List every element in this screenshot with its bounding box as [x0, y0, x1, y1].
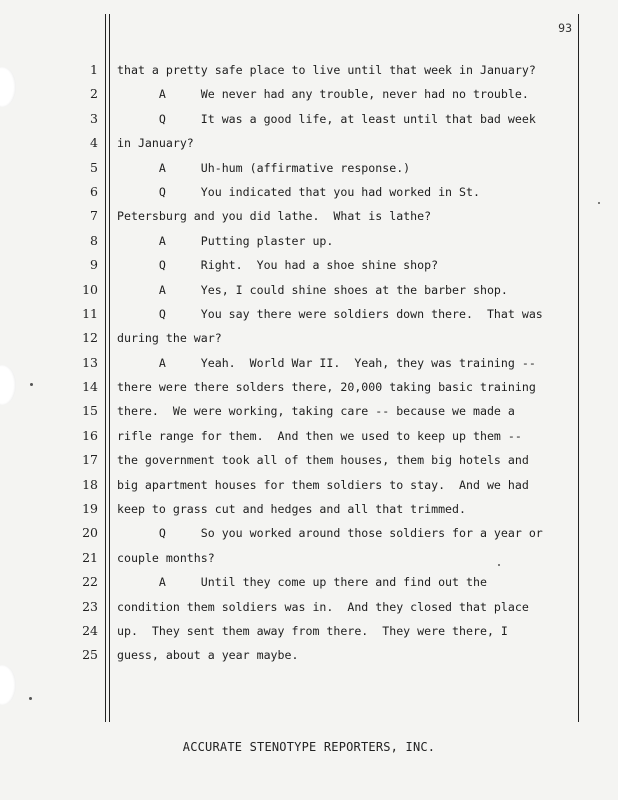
line-number: 21: [82, 549, 98, 565]
transcript-line: Q It was a good life, at least until that bad week: [117, 111, 536, 126]
scan-speck: [30, 383, 33, 386]
transcript-line: Q Right. You had a shoe shine shop?: [117, 258, 439, 273]
transcript-line: A Yeah. World War II. Yeah, they was training --: [117, 355, 536, 370]
binder-hole-bottom: [0, 665, 16, 705]
line-number-column: [62, 58, 98, 668]
transcript-line: Petersburg and you did lathe. What is lathe?: [117, 209, 432, 224]
line-number: 13: [82, 354, 98, 370]
transcript-line: the government took all of them houses, them big hotels and: [117, 453, 529, 468]
line-number: 15: [82, 403, 98, 419]
line-number: 4: [90, 135, 98, 151]
scan-speck: [498, 564, 500, 566]
transcript-line: Q You say there were soldiers down there. That was: [117, 306, 543, 321]
transcript-line: in January?: [117, 136, 194, 151]
transcript-text: [117, 58, 572, 668]
line-number: 23: [82, 598, 98, 614]
line-number: 14: [82, 379, 98, 395]
line-number: 1: [90, 62, 98, 77]
transcript-line: keep to grass cut and hedges and all that trimmed.: [117, 502, 467, 517]
line-number: 11: [82, 305, 98, 321]
transcript-line: condition them soldiers was in. And they closed that place: [117, 599, 529, 614]
line-number: 20: [82, 525, 98, 541]
line-number: 24: [82, 622, 98, 638]
line-number: 9: [90, 257, 98, 273]
transcript-line: Q You indicated that you had worked in St.: [117, 184, 480, 199]
transcript-line: A We never had any trouble, never had no trouble.: [117, 87, 529, 102]
page-number: 93: [558, 21, 572, 35]
line-number: 2: [90, 86, 98, 102]
line-number: 22: [82, 574, 98, 590]
transcript-line: that a pretty safe place to live until that week in January?: [117, 63, 536, 77]
line-number: 8: [90, 232, 98, 248]
line-number: 18: [82, 476, 98, 492]
transcript-line: A Uh-hum (affirmative response.): [117, 160, 411, 175]
transcript-line: during the war?: [117, 331, 222, 346]
binder-hole-middle: [0, 365, 16, 405]
binder-hole-top: [0, 67, 16, 107]
line-number: 7: [90, 208, 98, 224]
transcript-line: couple months?: [117, 550, 215, 565]
line-number: 16: [82, 427, 98, 443]
transcript-line: rifle range for them. And then we used to keep up them --: [117, 428, 522, 443]
line-number: 19: [82, 501, 98, 517]
transcript-line: there. We were working, taking care -- because we made a: [117, 404, 515, 419]
line-number: 10: [82, 281, 98, 297]
transcript-line: A Putting plaster up.: [117, 233, 334, 248]
transcript-line: A Yes, I could shine shoes at the barber shop.: [117, 282, 508, 297]
reporter-footer: ACCURATE STENOTYPE REPORTERS, INC.: [182, 740, 436, 754]
transcript-line: guess, about a year maybe.: [117, 648, 299, 663]
scan-speck: [29, 697, 32, 700]
line-number: 3: [90, 110, 98, 126]
transcript-line: Q So you worked around those soldiers for a year or: [117, 526, 543, 541]
transcript-line: up. They sent them away from there. They were there, I: [117, 623, 508, 638]
line-number: 5: [90, 159, 98, 175]
line-number: 17: [82, 452, 98, 468]
line-number: 25: [82, 647, 98, 663]
line-number: 12: [82, 330, 98, 346]
scan-speck: [598, 202, 600, 204]
transcript-line: there were there solders there, 20,000 taking basic training: [117, 380, 536, 395]
line-number: 6: [90, 183, 98, 199]
transcript-line: big apartment houses for them soldiers to stay. And we had: [117, 477, 529, 492]
transcript-line: A Until they come up there and find out the: [117, 575, 487, 590]
